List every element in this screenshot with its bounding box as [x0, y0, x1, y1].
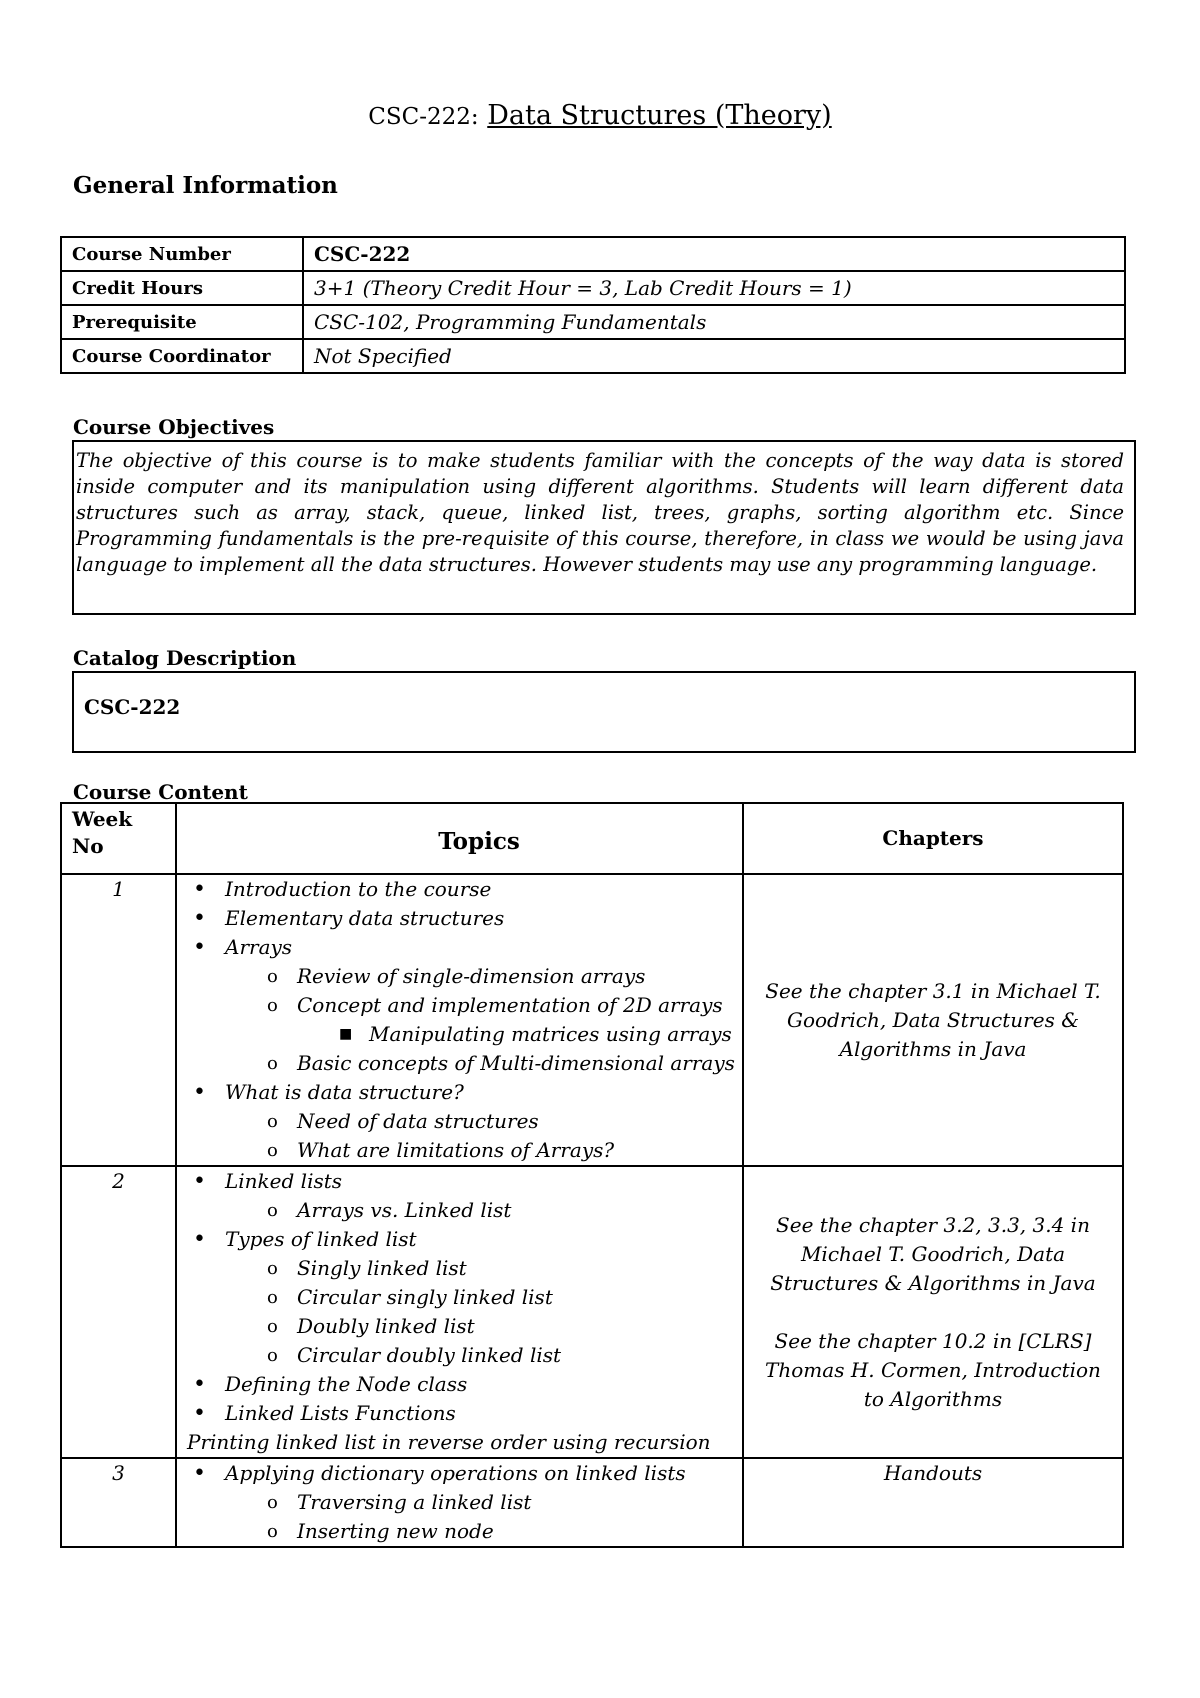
bullet-icon: • — [193, 1461, 206, 1486]
circle-bullet-icon: o — [267, 1521, 278, 1542]
list-item: o Concept and implementation of 2D arrays — [187, 991, 736, 1020]
bullet-icon: • — [193, 935, 206, 960]
list-item: o Need of data structures — [187, 1107, 736, 1136]
list-item: o Circular doubly linked list — [187, 1341, 736, 1370]
list-item: • Applying dictionary operations on linked lists — [193, 1461, 686, 1486]
week-no-header: Week No — [61, 803, 176, 874]
catalog-description-text: CSC-222 — [72, 671, 1136, 753]
list-item: • Defining the Node class — [193, 1372, 468, 1397]
course-content-heading: Course Content — [73, 780, 248, 804]
list-item: • Types of linked list — [193, 1227, 417, 1252]
list-item: • Linked lists — [193, 1169, 343, 1194]
list-item: o Arrays vs. Linked list — [187, 1196, 736, 1225]
chapters-header: Chapters — [743, 803, 1123, 874]
week-number: 1 — [61, 874, 176, 1166]
list-item: • Arrays — [193, 935, 293, 960]
week-chapters — [743, 1166, 1123, 1458]
list-item: Printing linked list in reverse order using recursion — [187, 1430, 711, 1454]
list-item: o What are limitations of Arrays? — [187, 1136, 736, 1165]
table-row — [61, 1458, 1123, 1547]
topics-header: Topics — [176, 803, 743, 874]
chapter-reference: See the chapter 10.2 in [CLRS] Thomas H. Cormen, Introduction to Algorithms — [765, 1328, 1101, 1411]
table-header-row — [61, 803, 1123, 874]
catalog-description-heading: Catalog Description — [73, 646, 297, 670]
table-row — [61, 305, 1125, 339]
table-row — [61, 874, 1123, 1166]
general-information-heading: General Information — [73, 172, 338, 199]
list-item: • Linked Lists Functions — [193, 1401, 456, 1426]
table-row — [61, 237, 1125, 271]
course-number-label: Course Number — [61, 237, 303, 271]
prerequisite-label: Prerequisite — [61, 305, 303, 339]
circle-bullet-icon: o — [267, 1316, 278, 1337]
course-name: Data Structures (Theory) — [487, 100, 832, 131]
circle-bullet-icon: o — [267, 966, 278, 987]
list-item: o Singly linked list — [187, 1254, 736, 1283]
list-item: • Introduction to the course — [193, 877, 492, 902]
bullet-icon: • — [193, 1169, 206, 1194]
bullet-icon: • — [193, 906, 206, 931]
credit-hours-value: 3+1 (Theory Credit Hour = 3, Lab Credit Hours = 1) — [303, 271, 1125, 305]
circle-bullet-icon: o — [267, 1287, 278, 1308]
week-number: 3 — [61, 1458, 176, 1547]
square-bullet-icon: ■ — [339, 1026, 353, 1042]
course-objectives-text: The objective of this course is to make students familiar with the concepts of the way data is stored inside computer and its manipulation using different algorithms. Students will learn different data structures such as array, stack, queue, linked list, trees, graphs, sorting algorithm etc. Since Programming fundamentals is the pre-requisite of this course, therefore, in class we would be using java language to implement all the data structures. However students may use any programming language. — [72, 440, 1136, 615]
course-objectives-heading: Course Objectives — [73, 415, 275, 439]
chapter-reference: See the chapter 3.1 in Michael T. Goodrich, Data Structures & Algorithms in Java — [765, 978, 1101, 1061]
list-item: o Doubly linked list — [187, 1312, 736, 1341]
bullet-icon: • — [193, 1372, 206, 1397]
list-item: o Review of single-dimension arrays — [187, 962, 736, 991]
list-item: o Basic concepts of Multi-dimensional arrays — [187, 1049, 736, 1078]
course-code: CSC-222: — [368, 104, 479, 130]
page-title — [0, 100, 1200, 131]
circle-bullet-icon: o — [267, 1258, 278, 1279]
circle-bullet-icon: o — [267, 1200, 278, 1221]
table-row — [61, 271, 1125, 305]
course-coordinator-label: Course Coordinator — [61, 339, 303, 373]
week-topics — [176, 874, 743, 1166]
bullet-icon: • — [193, 1080, 206, 1105]
course-content-table — [60, 802, 1124, 1548]
general-information-table — [60, 236, 1126, 374]
week-chapters — [743, 874, 1123, 1166]
circle-bullet-icon: o — [267, 1492, 278, 1513]
course-coordinator-value: Not Specified — [303, 339, 1125, 373]
credit-hours-label: Credit Hours — [61, 271, 303, 305]
week-chapters — [743, 1458, 1123, 1547]
chapter-reference: Handouts — [883, 1461, 983, 1485]
list-item: o Inserting new node — [187, 1517, 736, 1546]
week-topics — [176, 1166, 743, 1458]
bullet-icon: • — [193, 1401, 206, 1426]
course-number-value: CSC-222 — [303, 237, 1125, 271]
prerequisite-value: CSC-102, Programming Fundamentals — [303, 305, 1125, 339]
table-row — [61, 339, 1125, 373]
list-item: • What is data structure? — [193, 1080, 464, 1105]
week-number: 2 — [61, 1166, 176, 1458]
week-topics — [176, 1458, 743, 1547]
circle-bullet-icon: o — [267, 995, 278, 1016]
circle-bullet-icon: o — [267, 1053, 278, 1074]
bullet-icon: • — [193, 877, 206, 902]
list-item: ■ Manipulating matrices using arrays — [187, 1020, 736, 1049]
bullet-icon: • — [193, 1227, 206, 1252]
chapter-reference: See the chapter 3.2, 3.3, 3.4 in Michael T. Goodrich, Data Structures & Algorithms in Java — [770, 1212, 1096, 1295]
list-item: • Elementary data structures — [193, 906, 505, 931]
circle-bullet-icon: o — [267, 1345, 278, 1366]
circle-bullet-icon: o — [267, 1111, 278, 1132]
circle-bullet-icon: o — [267, 1140, 278, 1161]
list-item: o Circular singly linked list — [187, 1283, 736, 1312]
list-item: o Traversing a linked list — [187, 1488, 736, 1517]
table-row — [61, 1166, 1123, 1458]
